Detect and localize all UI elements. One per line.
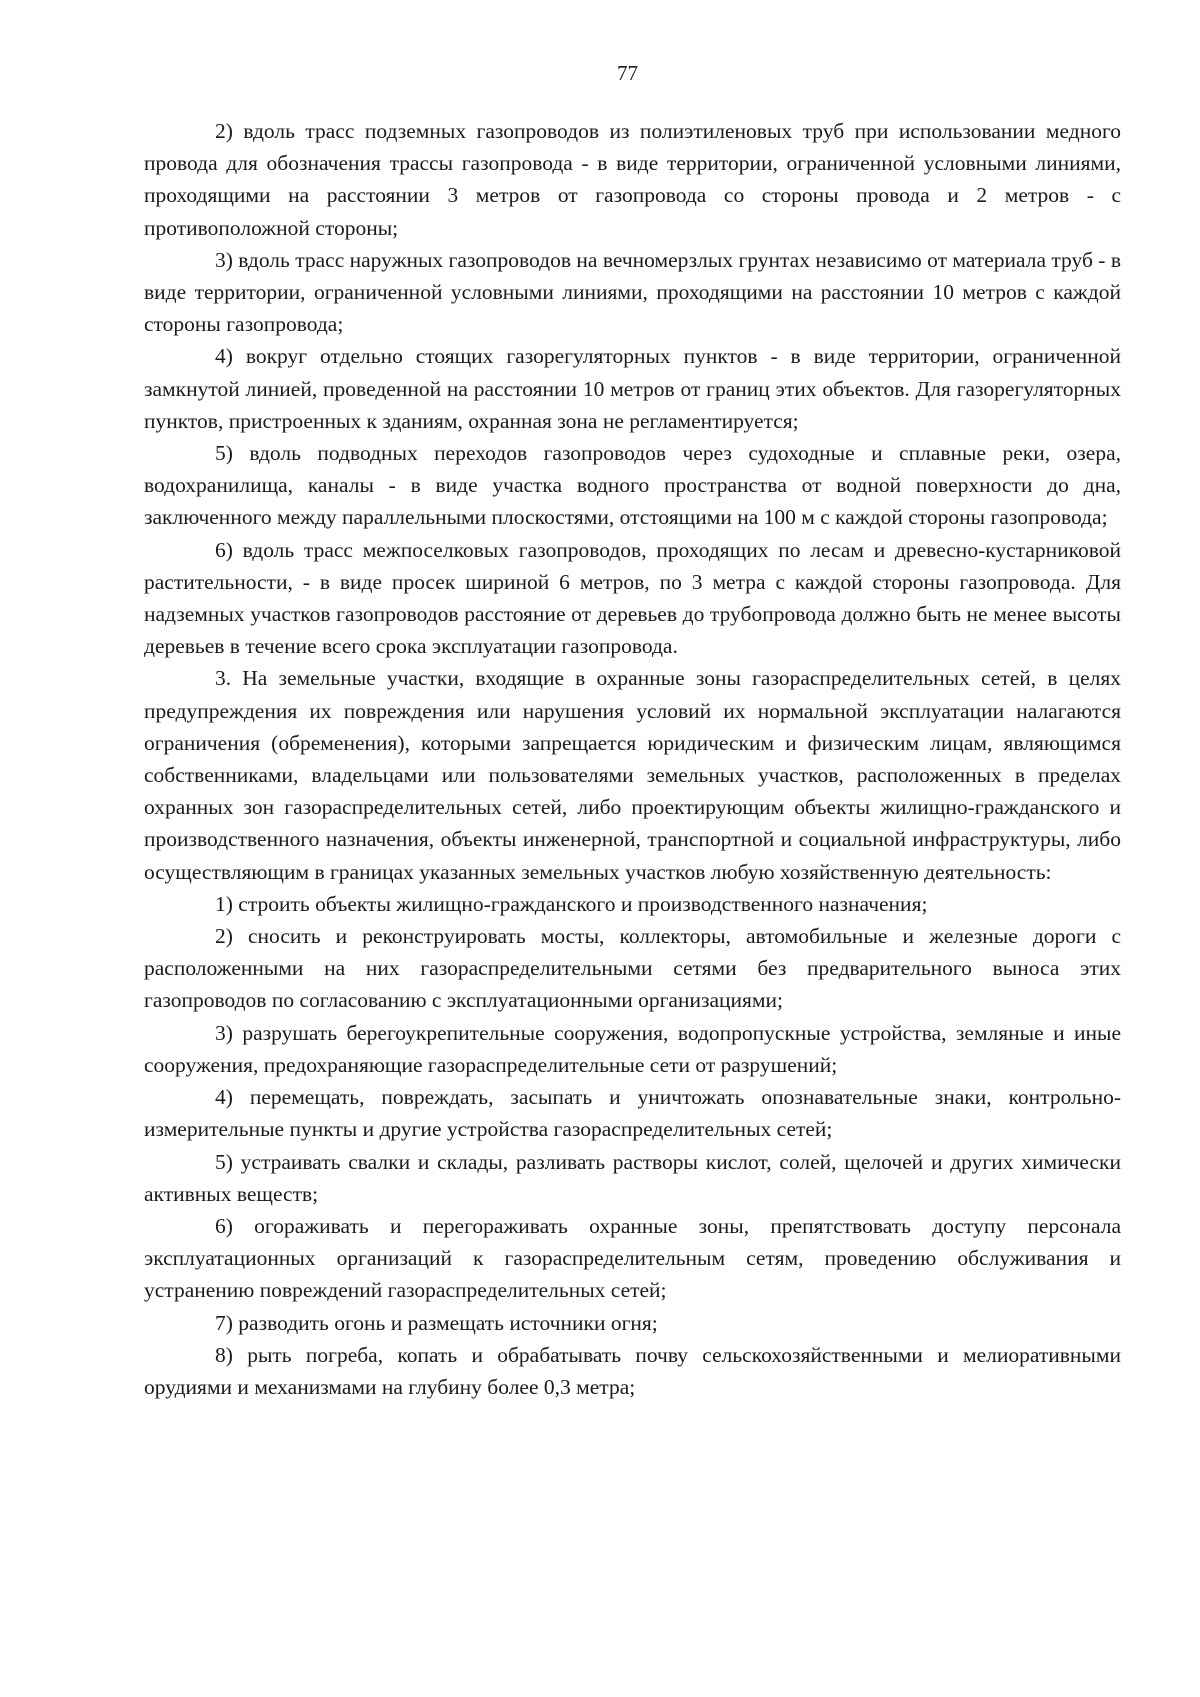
- document-body: [144, 115, 1121, 1403]
- paragraph-item-4-gas-regulator-points: 4) вокруг отдельно стоящих газорегуляторных пунктов - в виде территории, ограниченной замкнутой линией, проведенной на расстоянии 10 метров от границ этих объектов. Для газорегуляторных пунктов, пристроенных к зданиям, охранная зона не регламентируется;: [144, 344, 1121, 433]
- restriction-item-2: 2) сносить и реконструировать мосты, коллекторы, автомобильные и железные дороги с расположенными на них газораспределительными сетями без предварительного выноса этих газопроводов по согласованию с эксплуатационными организациями;: [144, 924, 1121, 1013]
- paragraph-section-3-restrictions: 3. На земельные участки, входящие в охранные зоны газораспределительных сетей, в целях предупреждения их повреждения или нарушения условий их нормальной эксплуатации налагаются ограничения (обременения), которыми запрещается юридическим и физическим лицам, являющимся собственниками, владельцами или пользователями земельных участков, расположенных в пределах охранных зон газораспределительных сетей, либо проектирующим объекты жилищно-гражданского и производственного назначения, объекты инженерной, транспортной и социальной инфраструктуры, либо осуществляющим в границах указанных земельных участков любую хозяйственную деятельность:: [144, 666, 1121, 884]
- restriction-item-7: 7) разводить огонь и размещать источники огня;: [215, 1310, 658, 1335]
- paragraph-item-6-forest-clearings: 6) вдоль трасс межпоселковых газопроводов, проходящих по лесам и древесно-кустарниковой растительности, - в виде просек шириной 6 метров, по 3 метра с каждой стороны газопровода. Для надземных участков газопроводов расстояние от деревьев до трубопровода должно быть не менее высоты деревьев в течение всего срока эксплуатации газопровода.: [144, 537, 1121, 659]
- paragraph-item-5-underwater-crossings: 5) вдоль подводных переходов газопроводов через судоходные и сплавные реки, озера, водохранилища, каналы - в виде участка водного пространства от водной поверхности до дна, заключенного между параллельными плоскостями, отстоящими на 100 м с каждой стороны газопровода;: [144, 441, 1121, 530]
- restriction-item-6: 6) огораживать и перегораживать охранные зоны, препятствовать доступу персонала эксплуатационных организаций к газораспределительным сетям, проведению обслуживания и устранению повреждений газораспределительных сетей;: [144, 1213, 1121, 1303]
- page-number: 77: [617, 61, 638, 85]
- restriction-item-8: 8) рыть погреба, копать и обрабатывать почву сельскохозяйственными и мелиоративными орудиями и механизмами на глубину более 0,3 метра;: [144, 1342, 1121, 1399]
- paragraph-item-3-permafrost: 3) вдоль трасс наружных газопроводов на вечномерзлых грунтах независимо от материала труб - в виде территории, ограниченной условными линиями, проходящими на расстоянии 10 метров с каждой стороны газопровода;: [144, 247, 1121, 337]
- restriction-item-4: 4) перемещать, повреждать, засыпать и уничтожать опознавательные знаки, контрольно-измерительные пункты и другие устройства газораспределительных сетей;: [144, 1085, 1121, 1142]
- restriction-item-5: 5) устраивать свалки и склады, разливать растворы кислот, солей, щелочей и других химически активных веществ;: [144, 1149, 1121, 1206]
- paragraph-item-2-pipeline-polyethylene: 2) вдоль трасс подземных газопроводов из полиэтиленовых труб при использовании медного провода для обозначения трассы газопровода - в виде территории, ограниченной условными линиями, проходящими на расстоянии 3 метров от газопровода со стороны провода и 2 метров - с противоположной стороны;: [144, 119, 1121, 240]
- restriction-item-1: 1) строить объекты жилищно-гражданского и производственного назначения;: [215, 891, 928, 916]
- restriction-item-3: 3) разрушать берегоукрепительные сооружения, водопропускные устройства, земляные и иные сооружения, предохраняющие газораспределительные сети от разрушений;: [144, 1020, 1121, 1077]
